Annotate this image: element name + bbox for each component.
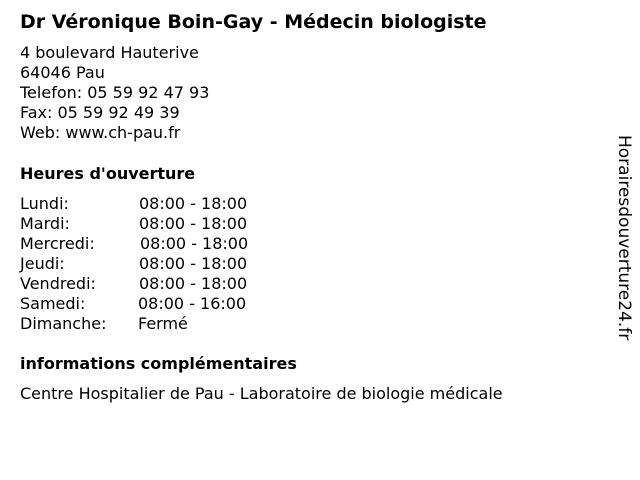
time-value: 08:00 - 18:00: [139, 274, 248, 293]
day-label: Vendredi:: [20, 274, 96, 293]
day-label: Lundi:: [20, 194, 69, 213]
fax-line: Fax: 05 59 92 49 39: [20, 103, 180, 122]
day-label: Dimanche:: [20, 314, 107, 333]
time-value: 08:00 - 16:00: [138, 294, 247, 313]
time-value: 08:00 - 18:00: [139, 214, 248, 233]
page-title: Dr Véronique Boin-Gay - Médecin biologiste: [20, 11, 487, 33]
website-line: Web: www.ch-pau.fr: [20, 123, 181, 142]
address-street: 4 boulevard Hauterive: [20, 43, 199, 62]
time-value: 08:00 - 18:00: [140, 234, 249, 253]
site-brand-vertical: Horairesdouverture24.fr: [614, 135, 634, 341]
day-label: Mercredi:: [20, 234, 95, 253]
additional-info-heading: informations complémentaires: [20, 354, 297, 373]
time-value: 08:00 - 18:00: [139, 254, 248, 273]
phone-line: Telefon: 05 59 92 47 93: [20, 83, 210, 102]
day-label: Samedi:: [20, 294, 86, 313]
contact-block: [20, 43, 209, 143]
opening-hours-heading: Heures d'ouverture: [20, 164, 196, 183]
time-value: 08:00 - 18:00: [139, 194, 248, 213]
additional-info-text: Centre Hospitalier de Pau - Laboratoire de biologie médicale: [20, 384, 503, 403]
day-label: Jeudi:: [20, 254, 65, 273]
address-city: 64046 Pau: [20, 63, 105, 82]
day-label: Mardi:: [20, 214, 70, 233]
time-value: Fermé: [138, 314, 188, 333]
